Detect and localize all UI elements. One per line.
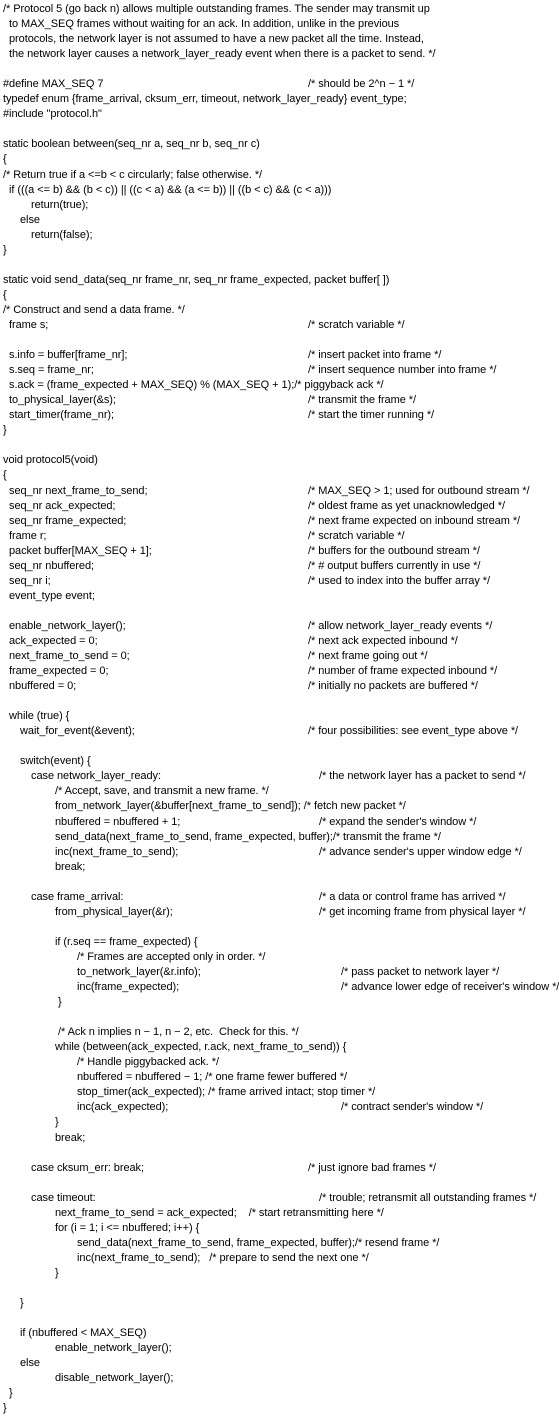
code-line <box>0 273 495 288</box>
code-text: inc(ack_expected); <box>77 1101 169 1114</box>
code-line <box>0 288 495 303</box>
code-text: break; <box>55 860 86 873</box>
code-line <box>0 634 495 649</box>
code-text: case timeout: <box>31 1191 96 1204</box>
code-text: if (nbuffered < MAX_SEQ) <box>20 1327 147 1340</box>
code-line <box>0 198 495 213</box>
code-line <box>0 1085 495 1100</box>
code-line <box>0 1100 495 1115</box>
code-comment: /* contract sender's window */ <box>341 1101 484 1114</box>
code-comment: /* next ack expected inbound */ <box>308 634 458 647</box>
code-text: /* Handle piggybacked ack. */ <box>77 1056 219 1069</box>
code-line <box>0 47 495 62</box>
code-comment: /* expand the sender's window */ <box>319 815 477 828</box>
code-comment: /* pass packet to network layer */ <box>341 966 500 978</box>
code-text: } <box>55 1116 59 1129</box>
code-line <box>0 1070 495 1085</box>
code-line <box>0 1386 495 1401</box>
code-text: next_frame_to_send = 0; <box>9 650 130 663</box>
code-comment: /* start the timer running */ <box>308 409 435 422</box>
code-line <box>0 408 495 423</box>
code-line <box>0 965 500 980</box>
code-line <box>0 1221 495 1236</box>
code-text: else <box>20 213 40 226</box>
code-comment: /* transmit the frame */ <box>308 394 416 407</box>
code-line <box>0 32 495 47</box>
code-comment: /* advance lower edge of receiver's window */ <box>341 981 559 994</box>
code-comment: /* next frame going out */ <box>308 650 428 663</box>
code-line <box>0 1176 495 1191</box>
code-line <box>0 393 495 408</box>
code-comment: /* buffers for the outbound stream */ <box>308 544 480 557</box>
code-line <box>0 1401 495 1416</box>
code-text: seq_nr nbuffered; <box>9 559 95 572</box>
code-line <box>0 303 495 318</box>
code-line <box>0 799 495 814</box>
code-line <box>0 137 495 152</box>
code-text: } <box>3 243 7 256</box>
code-text: /* Protocol 5 (go back n) allows multiple outstanding frames. The sender may transmit up <box>3 3 430 15</box>
code-line <box>0 920 495 935</box>
code-line <box>0 769 526 784</box>
code-comment: /* number of frame expected inbound */ <box>308 665 498 678</box>
code-line <box>0 830 495 845</box>
code-line <box>0 499 505 514</box>
code-text: send_data(next_frame_to_send, frame_expected, buffer);/* resend frame */ <box>77 1236 440 1249</box>
code-text: frame_expected = 0; <box>9 665 109 678</box>
code-text: /* Frames are accepted only in order. */ <box>77 950 266 963</box>
code-comment: /* used to index into the buffer array */ <box>308 574 491 587</box>
code-text: } <box>55 1266 59 1279</box>
code-text: frame s; <box>9 318 49 331</box>
code-line <box>0 619 495 634</box>
code-text: else <box>20 1357 40 1370</box>
code-text: static boolean between(seq_nr a, seq_nr b, seq_nr c) <box>3 138 260 151</box>
code-line <box>0 107 495 122</box>
code-comment: /* allow network_layer_ready events */ <box>308 619 493 632</box>
code-text: protocols, the network layer is not assumed to have a new packet all the time. Instead, <box>9 33 424 46</box>
code-comment: /* should be 2^n − 1 */ <box>308 78 415 91</box>
code-line <box>0 1236 495 1251</box>
code-line <box>0 679 495 694</box>
code-text: frame r; <box>9 529 47 542</box>
code-line <box>0 1266 495 1281</box>
code-comment: /* scratch variable */ <box>308 318 405 331</box>
code-line <box>0 468 495 483</box>
code-text: void protocol5(void) <box>3 454 98 467</box>
code-line <box>0 815 495 830</box>
code-text: from_physical_layer(&r); <box>55 905 173 918</box>
code-text: } <box>3 1402 7 1415</box>
code-line <box>0 589 495 604</box>
code-text: return(true); <box>31 198 89 211</box>
code-line <box>0 1191 537 1206</box>
code-text: switch(event) { <box>20 755 91 768</box>
code-text: /* Return true if a <=b < c circularly; false otherwise. */ <box>3 168 263 181</box>
code-comment: /* just ignore bad frames */ <box>308 1161 436 1174</box>
code-line <box>0 845 522 860</box>
code-text: #define MAX_SEQ 7 <box>3 78 104 91</box>
code-line <box>0 1326 495 1341</box>
code-line <box>0 1161 495 1176</box>
code-text: nbuffered = nbuffered + 1; <box>55 815 181 828</box>
code-comment: /* next frame expected on inbound stream */ <box>308 514 521 527</box>
code-line <box>0 1356 495 1371</box>
code-text: event_type event; <box>9 589 95 602</box>
code-comment: /* insert sequence number into frame */ <box>308 364 497 377</box>
code-text: /* Accept, save, and transmit a new frame. */ <box>55 785 269 798</box>
code-line <box>0 709 495 724</box>
code-comment: /* insert packet into frame */ <box>308 349 442 362</box>
code-text: next_frame_to_send = ack_expected; /* start retransmitting here */ <box>55 1206 384 1219</box>
code-text: s.seq = frame_nr; <box>9 364 94 377</box>
code-comment: /* scratch variable */ <box>308 529 405 542</box>
code-comment: /* MAX_SEQ > 1; used for outbound stream */ <box>308 484 530 497</box>
code-line <box>0 92 495 107</box>
code-text: nbuffered = 0; <box>9 680 77 693</box>
code-text: from_network_layer(&buffer[next_frame_to_send]); /* fetch new packet */ <box>55 800 406 813</box>
code-text: to_network_layer(&r.info); <box>77 966 201 978</box>
code-line <box>0 378 495 393</box>
code-line <box>0 183 495 198</box>
code-line <box>0 935 495 950</box>
code-text: s.ack = (frame_expected + MAX_SEQ) % (MAX_SEQ + 1);/* piggyback ack */ <box>9 379 384 392</box>
code-comment: /* advance sender's upper window edge */ <box>319 845 522 858</box>
code-text: wait_for_event(&event); <box>20 725 135 738</box>
code-comment: /* four possibilities: see event_type above */ <box>308 725 519 738</box>
code-text: if (((a <= b) && (b < c)) || ((c < a) && (a <= b)) || ((b < c) && (c < a))) <box>9 183 332 196</box>
code-line <box>0 363 495 378</box>
code-line <box>0 875 495 890</box>
code-line <box>0 1025 495 1040</box>
code-text: inc(next_frame_to_send); /* prepare to send the next one */ <box>77 1251 369 1264</box>
code-comment: /* oldest frame as yet unacknowledged */ <box>308 499 505 512</box>
code-text: enable_network_layer(); <box>9 619 126 632</box>
code-text: enable_network_layer(); <box>55 1342 172 1355</box>
code-line <box>0 664 498 679</box>
code-text: s.info = buffer[frame_nr]; <box>9 349 128 362</box>
code-text: seq_nr ack_expected; <box>9 499 116 512</box>
code-line <box>0 2 495 17</box>
code-text: seq_nr next_frame_to_send; <box>9 484 148 497</box>
code-text: disable_network_layer(); <box>55 1372 174 1385</box>
code-line <box>0 168 495 183</box>
code-line <box>0 1040 495 1055</box>
code-text: } <box>20 1297 24 1310</box>
code-line <box>0 77 495 92</box>
code-line <box>0 1251 495 1266</box>
code-text: return(false); <box>31 228 93 241</box>
code-text: ack_expected = 0; <box>9 634 98 647</box>
code-line <box>0 890 506 905</box>
code-line <box>0 1010 495 1025</box>
code-text: { <box>3 153 7 166</box>
code-line <box>0 1115 495 1130</box>
code-line <box>0 318 495 333</box>
code-text: static void send_data(seq_nr frame_nr, seq_nr frame_expected, packet buffer[ ]) <box>3 273 390 286</box>
code-line <box>0 739 495 754</box>
code-text: } <box>3 424 7 437</box>
code-line <box>0 604 495 619</box>
code-line <box>0 1206 495 1221</box>
code-line <box>0 423 495 438</box>
code-line <box>0 649 495 664</box>
code-text: send_data(next_frame_to_send, frame_expected, buffer);/* transmit the frame */ <box>55 830 441 843</box>
code-line <box>0 213 495 228</box>
code-line <box>0 784 495 799</box>
code-text: { <box>3 469 7 482</box>
code-line <box>0 1371 495 1386</box>
code-line <box>0 243 495 258</box>
code-line <box>0 905 526 920</box>
code-line <box>0 1296 495 1311</box>
code-text: start_timer(frame_nr); <box>9 409 115 422</box>
code-comment: /* # output buffers currently in use */ <box>308 559 481 572</box>
code-text: case frame_arrival: <box>31 890 124 903</box>
code-line <box>0 453 495 468</box>
code-line <box>0 559 495 574</box>
code-line <box>0 62 495 77</box>
code-line <box>0 1281 495 1296</box>
code-line <box>0 438 495 453</box>
code-line <box>0 333 495 348</box>
code-text: packet buffer[MAX_SEQ + 1]; <box>9 544 152 557</box>
code-line <box>0 152 495 167</box>
code-text: seq_nr i; <box>9 574 51 587</box>
code-text: case cksum_err: break; <box>31 1161 144 1174</box>
code-text: #include "protocol.h" <box>3 108 102 121</box>
code-line <box>0 1055 495 1070</box>
code-line <box>0 980 559 995</box>
code-text: /* Ack n implies n − 1, n − 2, etc. Check for this. */ <box>55 1026 299 1039</box>
code-text: } <box>9 1387 13 1400</box>
code-line <box>0 484 530 499</box>
code-text: while (true) { <box>9 710 70 723</box>
code-line <box>0 348 495 363</box>
code-text: inc(frame_expected); <box>77 981 180 994</box>
code-text: if (r.seq == frame_expected) { <box>55 935 198 948</box>
code-text: while (between(ack_expected, r.ack, next_frame_to_send)) { <box>55 1041 347 1054</box>
code-line <box>0 1131 495 1146</box>
code-text: inc(next_frame_to_send); <box>55 845 179 858</box>
code-text: } <box>55 996 62 1009</box>
code-comment: /* get incoming frame from physical layer */ <box>319 905 526 918</box>
code-text: /* Construct and send a data frame. */ <box>3 303 185 316</box>
code-text: case network_layer_ready: <box>31 770 161 783</box>
code-comment: /* trouble; retransmit all outstanding frames */ <box>319 1191 537 1204</box>
code-text: for (i = 1; i <= nbuffered; i++) { <box>55 1221 200 1234</box>
code-text: typedef enum {frame_arrival, cksum_err, timeout, network_layer_ready} event_type; <box>3 93 407 106</box>
code-line <box>0 754 495 769</box>
code-line <box>0 529 495 544</box>
code-line <box>0 228 495 243</box>
code-line <box>0 1311 495 1326</box>
code-line <box>0 995 495 1010</box>
code-line <box>0 544 495 559</box>
code-line <box>0 694 495 709</box>
code-line <box>0 574 495 589</box>
code-text: stop_timer(ack_expected); /* frame arrived intact; stop timer */ <box>77 1086 376 1099</box>
code-text: seq_nr frame_expected; <box>9 514 127 527</box>
code-text: to MAX_SEQ frames without waiting for an ack. In addition, unlike in the previous <box>9 18 400 31</box>
code-line <box>0 724 519 739</box>
code-line <box>0 258 495 273</box>
code-text: to_physical_layer(&s); <box>9 394 116 407</box>
code-line <box>0 1146 495 1161</box>
code-line <box>0 1341 495 1356</box>
code-text: break; <box>55 1131 86 1144</box>
code-text: nbuffered = nbuffered − 1; /* one frame fewer buffered */ <box>77 1071 347 1084</box>
code-text: { <box>3 288 7 301</box>
code-text: the network layer causes a network_layer_ready event when there is a packet to send. */ <box>9 48 436 61</box>
code-line <box>0 860 495 875</box>
code-line <box>0 122 495 137</box>
code-line <box>0 17 495 32</box>
code-comment: /* a data or control frame has arrived */ <box>319 890 506 903</box>
code-comment: /* initially no packets are buffered */ <box>308 680 478 693</box>
code-line <box>0 950 495 965</box>
code-line <box>0 514 521 529</box>
code-comment: /* the network layer has a packet to send */ <box>319 770 526 783</box>
